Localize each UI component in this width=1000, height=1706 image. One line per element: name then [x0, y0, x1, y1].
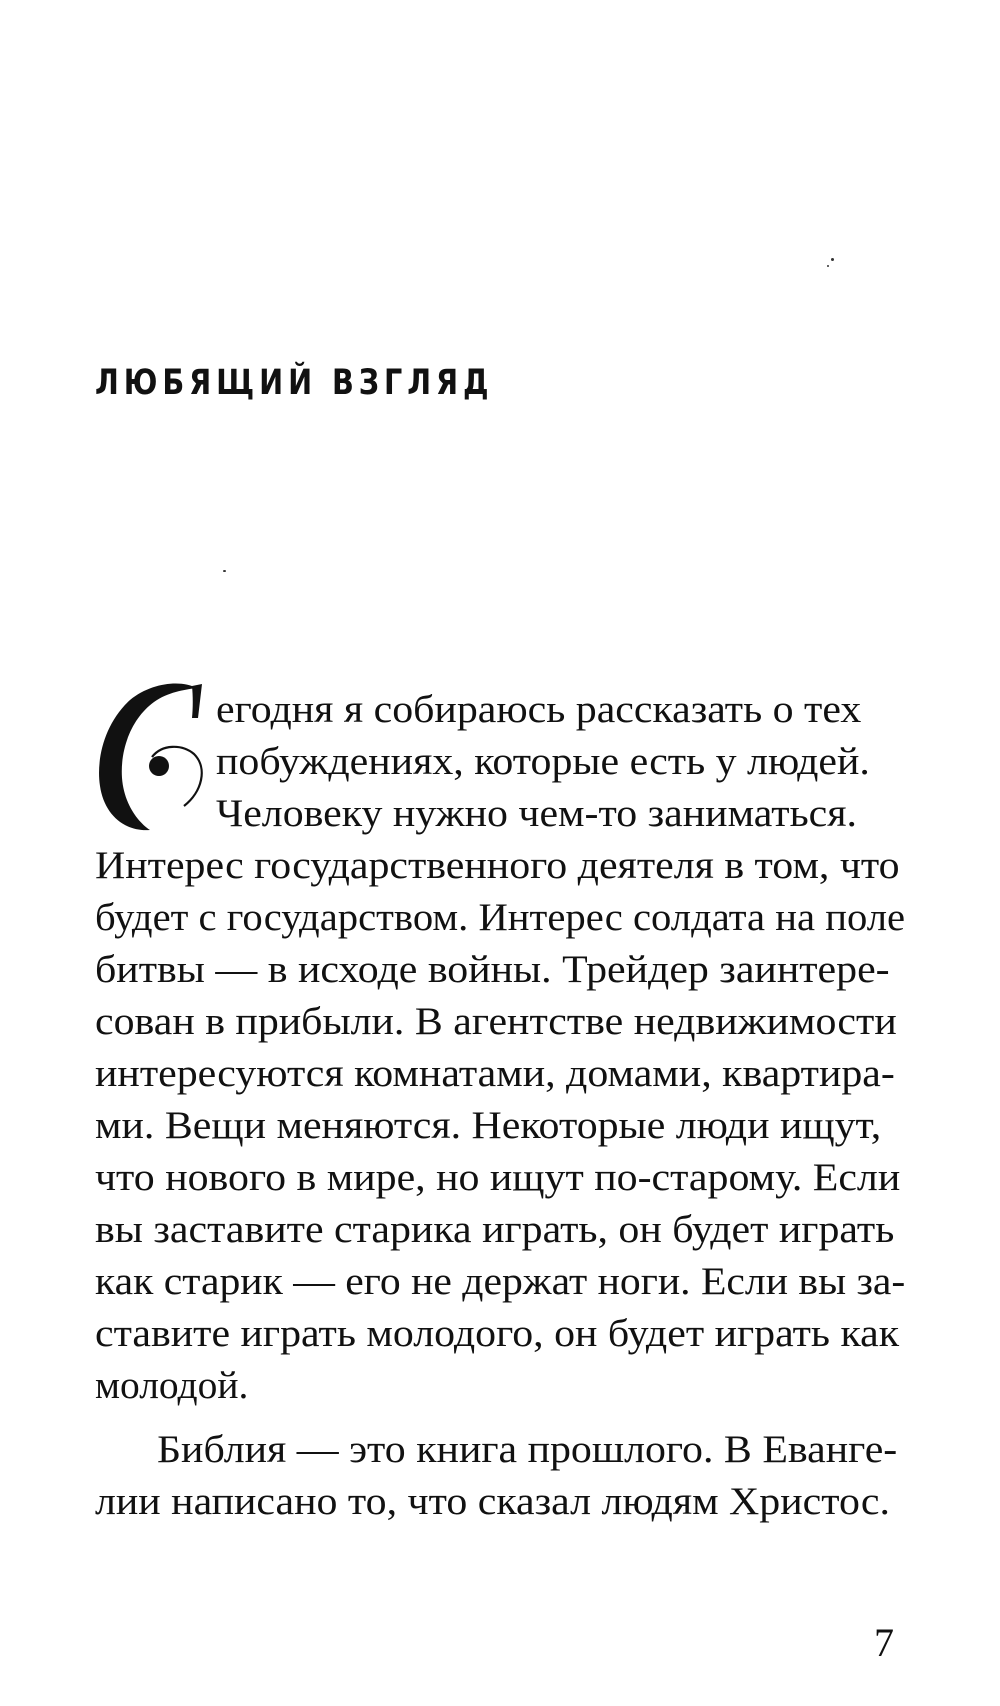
scan-speck: [223, 570, 226, 572]
drop-cap-serif: [192, 684, 202, 718]
drop-cap: [92, 682, 210, 832]
text-line: вы заставите старика играть, он будет играть: [95, 1207, 895, 1251]
text-line: будет с государством. Интерес солдата на поле: [95, 895, 906, 939]
text-line: Интерес государственного деятеля в том, что: [95, 843, 900, 887]
chapter-title: ЛЮБЯЩИЙ ВЗГЛЯД: [95, 363, 494, 403]
text-line: битвы — в исходе войны. Трейдер заинтере-: [95, 947, 890, 991]
text-line: молодой.: [95, 1363, 249, 1407]
drop-cap-swash: [152, 747, 202, 806]
text-line: Человеку нужно чем-то заниматься.: [216, 791, 858, 835]
text-line: ставите играть молодого, он будет играть как: [95, 1311, 900, 1355]
text-line: ми. Вещи меняются. Некоторые люди ищут,: [95, 1103, 882, 1147]
drop-cap-bowl: [99, 684, 196, 831]
text-line: что нового в мире, но ищут по-старому. Если: [95, 1155, 901, 1199]
text-line: сован в прибыли. В агентстве недвижимости: [95, 999, 897, 1043]
text-line: интересуются комнатами, домами, квартира-: [95, 1051, 895, 1095]
text-line: как старик — его не держат ноги. Если вы за-: [95, 1259, 906, 1303]
page-number: 7: [874, 1620, 894, 1665]
text-line: егодня я собираюсь рассказать о тех: [216, 687, 862, 731]
text-line: побуждениях, которые есть у людей.: [216, 739, 870, 783]
drop-cap-ball: [149, 756, 169, 776]
text-line: лии написано то, что сказал людям Христос.: [95, 1479, 890, 1523]
scan-speck: [827, 265, 829, 267]
scan-speck: [831, 258, 834, 261]
text-line: Библия — это книга прошлого. В Еванге-: [157, 1427, 898, 1471]
